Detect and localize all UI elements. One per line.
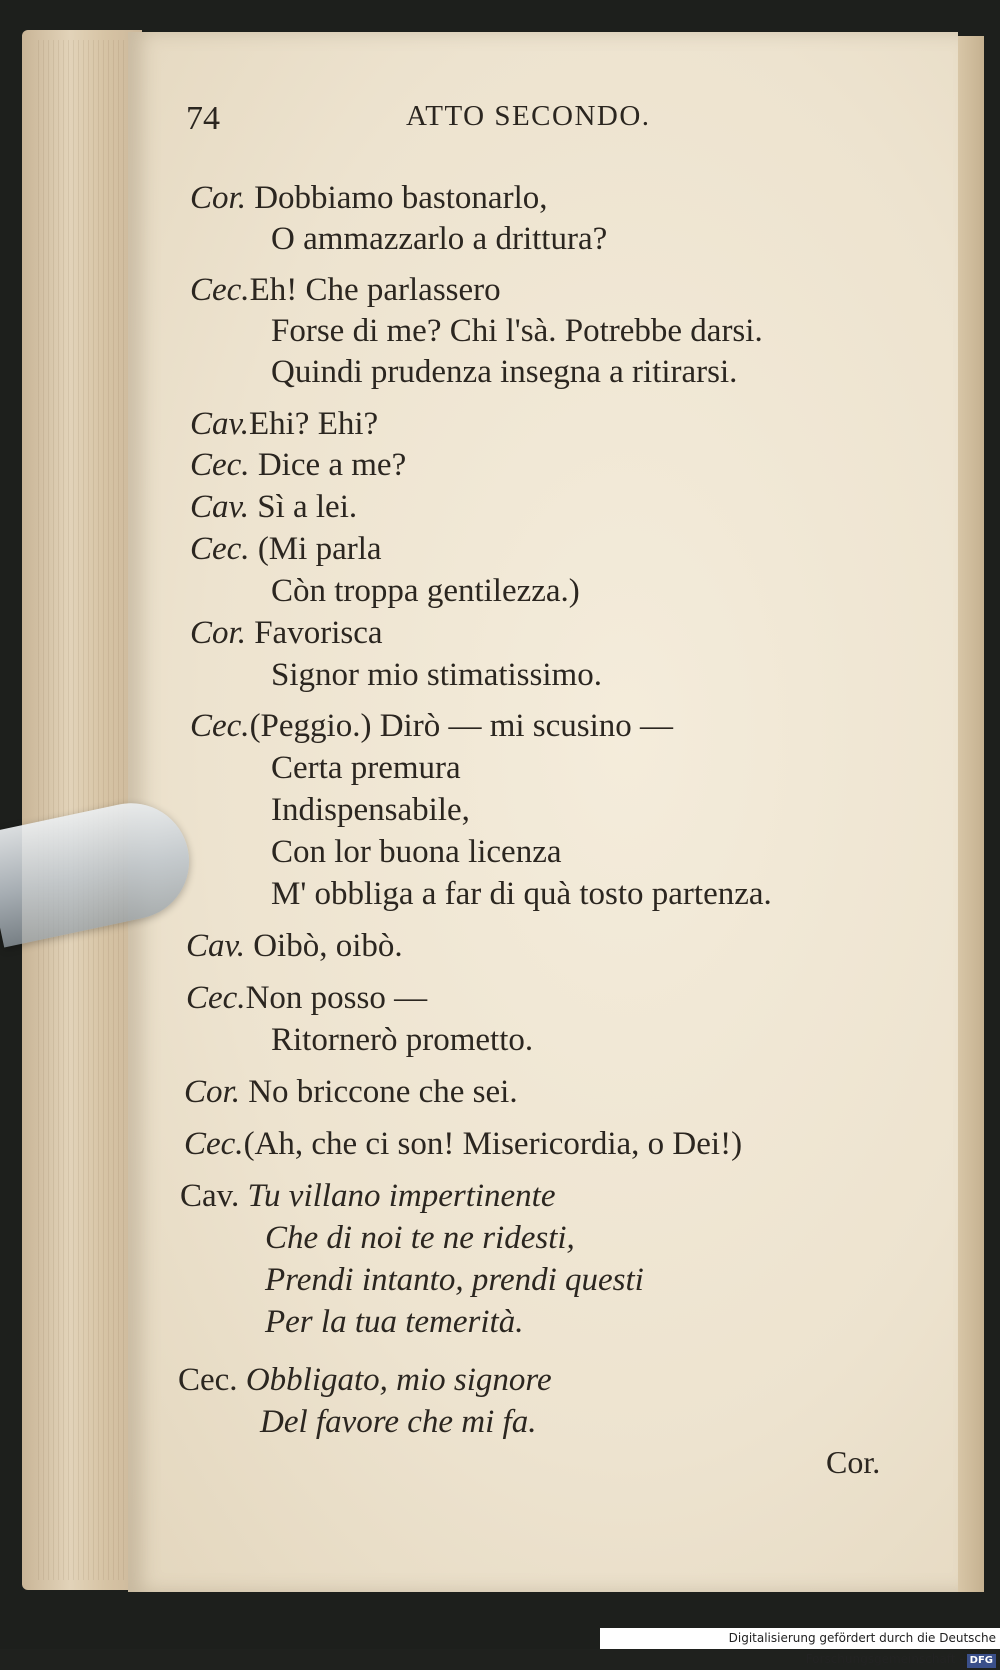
verse-line	[184, 1124, 742, 1164]
verse-line	[271, 571, 580, 611]
verse-line	[271, 219, 607, 259]
verse-line	[178, 1360, 552, 1400]
verse-line	[271, 748, 461, 788]
line-text: (Peggio.) Dirò — mi scusino —	[249, 708, 674, 744]
verse-line	[190, 178, 547, 218]
page-number: 74	[186, 100, 220, 137]
speaker-label: Cor.	[190, 615, 246, 651]
verse-line	[190, 613, 383, 653]
line-text: Ehi? Ehi?	[248, 406, 379, 442]
line-text: Indispensabile,	[271, 792, 470, 828]
running-title: ATTO SECONDO.	[406, 100, 651, 132]
verse-line	[271, 311, 763, 351]
catchword: Cor.	[826, 1444, 881, 1480]
verse-line	[190, 529, 382, 569]
dfg-logo: DFG	[967, 1654, 996, 1668]
verse-line	[265, 1218, 575, 1258]
line-text: Oibò, oibò.	[244, 928, 403, 964]
line-text: (Ah, che ci son! Misericordia, o Dei!)	[243, 1126, 743, 1162]
speaker-label: Cav.	[186, 928, 245, 964]
line-text: Còn troppa gentilezza.)	[271, 573, 580, 609]
line-text: Per la tua temerità.	[265, 1304, 524, 1340]
line-text: Dice a me?	[249, 447, 407, 483]
line-text: (Mi parla	[249, 531, 382, 567]
line-text: Quindi prudenza insegna a ritirarsi.	[271, 354, 738, 390]
line-text: Dobbiamo bastonarlo,	[245, 180, 548, 216]
speaker-label: Cec.	[186, 980, 246, 1016]
verse-line	[184, 1072, 518, 1112]
line-text: Favorisca	[245, 615, 383, 651]
verse-line	[271, 1020, 533, 1060]
speaker-label: Cec.	[184, 1126, 244, 1162]
line-text: Prendi intanto, prendi questi	[265, 1262, 644, 1298]
line-text: Certa premura	[271, 750, 461, 786]
verse-line	[190, 445, 406, 485]
verse-line	[180, 1176, 556, 1216]
line-text: Che di noi te ne ridesti,	[265, 1220, 575, 1256]
verse-line	[271, 655, 602, 695]
verse-line	[265, 1302, 523, 1342]
line-text: Signor mio stimatissimo.	[271, 657, 602, 693]
verse-line	[260, 1402, 536, 1442]
line-text: M' obbliga a far di quà tosto partenza.	[271, 876, 772, 912]
verse-line	[271, 790, 470, 830]
speaker-label: Cor.	[190, 180, 246, 216]
speaker-label: Cec.	[190, 447, 250, 483]
line-text: Del favore che mi fa.	[260, 1404, 537, 1440]
line-text: Ritornerò prometto.	[271, 1022, 534, 1058]
speaker-label: Cec.	[190, 272, 250, 308]
verse-line	[265, 1260, 644, 1300]
line-text: O ammazzarlo a drittura?	[271, 221, 608, 257]
speaker-label: Cec.	[178, 1362, 238, 1398]
page-header	[186, 100, 706, 150]
line-text: Eh! Che parlassero	[249, 272, 501, 308]
verse-line	[271, 352, 737, 392]
line-text: Forse di me? Chi l'sà. Potrebbe darsi.	[271, 313, 763, 349]
verse-line	[190, 270, 501, 310]
verse-line	[186, 926, 403, 966]
speaker-label: Cor.	[184, 1074, 240, 1110]
line-text: Con lor buona licenza	[271, 834, 562, 870]
verse-line	[271, 832, 562, 872]
line-text: Tu villano impertinente	[239, 1178, 556, 1214]
verse-line	[190, 706, 673, 746]
verse-line	[186, 978, 427, 1018]
verse-line	[190, 404, 378, 444]
line-text: No briccone che sei.	[239, 1074, 518, 1110]
footer-text: Digitalisierung gefördert durch die Deutsche Forschungsgemeinschaft -	[728, 1631, 996, 1666]
line-text: Sì a lei.	[248, 489, 358, 525]
verse-line	[190, 487, 357, 527]
speaker-label: Cav.	[190, 406, 249, 442]
line-text: Non posso —	[245, 980, 428, 1016]
verse-line	[271, 874, 772, 914]
speaker-label: Cav.	[180, 1178, 240, 1214]
speaker-label: Cav.	[190, 489, 249, 525]
speaker-label: Cec.	[190, 708, 250, 744]
digitization-footer	[600, 1628, 1000, 1666]
line-text: Obbligato, mio signore	[237, 1362, 552, 1398]
speaker-label: Cec.	[190, 531, 250, 567]
